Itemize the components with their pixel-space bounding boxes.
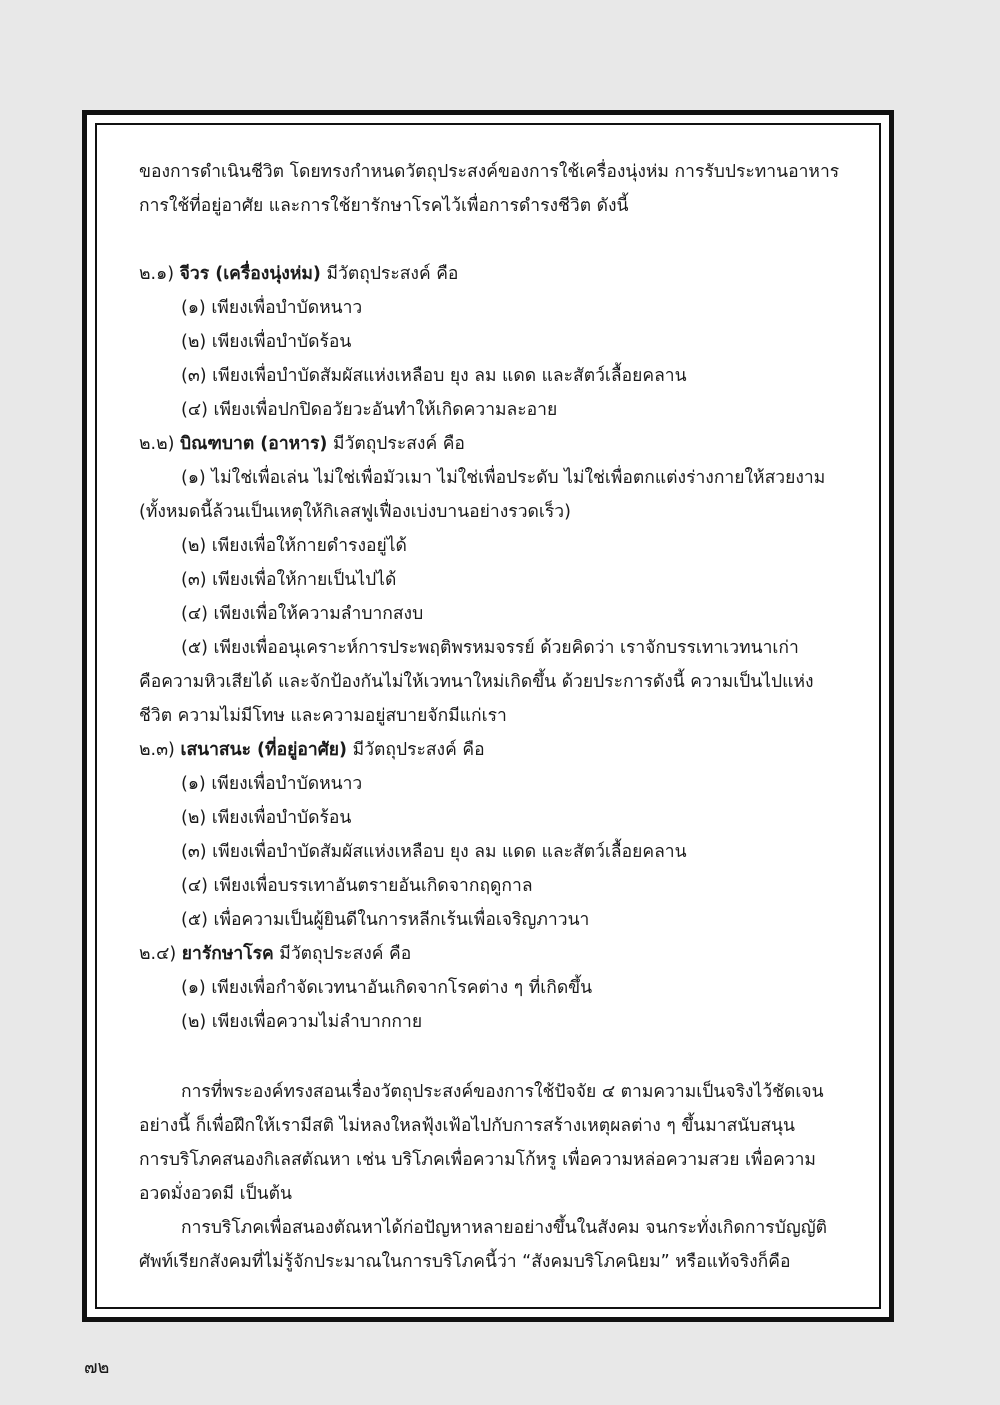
section-2-4-heading: [139, 937, 839, 971]
list-item: (๒) เพียงเพื่อความไม่ลำบากกาย: [181, 1012, 423, 1032]
list-item: (๑) ไม่ใช่เพื่อเล่น ไม่ใช่เพื่อมัวเมา ไม่ใช่เพื่อประดับ ไม่ใช่เพื่อตกแต่งร่างกายให้สวยงาม: [181, 468, 826, 488]
section-suffix: มีวัตถุประสงค์ คือ: [352, 740, 485, 760]
section-title: ยารักษาโรค: [181, 944, 274, 964]
paragraph-1-line-4: อวดมั่งอวดมี เป็นต้น: [139, 1184, 292, 1204]
page-content: [139, 155, 839, 1279]
list-item-continuation: คือความหิวเสียได้ และจักป้องกันไม่ให้เวทนาใหม่เกิดขึ้น ด้วยประการดังนี้ ความเป็นไปแห่ง: [139, 672, 814, 692]
intro-line-2: การใช้ที่อยู่อาศัย และการใช้ยารักษาโรคไว้เพื่อการดำรงชีวิต ดังนี้: [139, 196, 629, 216]
paragraph-1-line-3: การบริโภคสนองกิเลสตัณหา เช่น บริโภคเพื่อความโก้หรู เพื่อความหล่อความสวย เพื่อความ: [139, 1150, 816, 1170]
list-item: (๒) เพียงเพื่อให้กายดำรงอยู่ได้: [181, 536, 407, 556]
section-number: ๒.๒): [139, 434, 175, 454]
section-number: ๒.๔): [139, 944, 177, 964]
section-2-1-heading: [139, 257, 839, 291]
list-item: (๓) เพียงเพื่อให้กายเป็นไปได้: [181, 570, 397, 590]
intro-line-1: ของการดำเนินชีวิต โดยทรงกำหนดวัตถุประสงค์ของการใช้เครื่องนุ่งห่ม การรับประทานอาหาร: [139, 162, 840, 182]
list-item: (๕) เพียงเพื่ออนุเคราะห์การประพฤติพรหมจรรย์ ด้วยคิดว่า เราจักบรรเทาเวทนาเก่า: [181, 638, 799, 658]
list-item: (๔) เพียงเพื่อให้ความลำบากสงบ: [181, 604, 424, 624]
section-2-3-heading: [139, 733, 839, 767]
list-item: (๔) เพียงเพื่อบรรเทาอันตรายอันเกิดจากฤดูกาล: [181, 876, 533, 896]
section-number: ๒.๑): [139, 264, 175, 284]
section-title: บิณฑบาต (อาหาร): [180, 434, 328, 454]
section-suffix: มีวัตถุประสงค์ คือ: [332, 434, 465, 454]
spacer: [139, 223, 839, 257]
spacer: [139, 1039, 839, 1075]
paragraph-1-line-1: การที่พระองค์ทรงสอนเรื่องวัตถุประสงค์ของการใช้ปัจจัย ๔ ตามความเป็นจริงไว้ชัดเจน: [181, 1082, 824, 1102]
section-title: จีวร (เครื่องนุ่งห่ม): [179, 264, 321, 284]
list-item: (๒) เพียงเพื่อบำบัดร้อน: [181, 808, 352, 828]
list-item: (๑) เพียงเพื่อบำบัดหนาว: [181, 774, 363, 794]
list-item: (๓) เพียงเพื่อบำบัดสัมผัสแห่งเหลือบ ยุง ลม แดด และสัตว์เลื้อยคลาน: [181, 842, 687, 862]
list-item: (๕) เพื่อความเป็นผู้ยินดีในการหลีกเร้นเพื่อเจริญภาวนา: [181, 910, 590, 930]
page-number: ๗๒: [84, 1357, 110, 1378]
list-item-continuation: (ทั้งหมดนี้ล้วนเป็นเหตุให้กิเลสฟูเฟื่องเบ่งบานอย่างรวดเร็ว): [139, 502, 571, 522]
list-item: (๑) เพียงเพื่อกำจัดเวทนาอันเกิดจากโรคต่าง ๆ ที่เกิดขึ้น: [181, 978, 593, 998]
section-2-2-heading: [139, 427, 839, 461]
paragraph-1-line-2: อย่างนี้ ก็เพื่อฝึกให้เรามีสติ ไม่หลงใหลฟุ้งเฟ้อไปกับการสร้างเหตุผลต่าง ๆ ขึ้นมาสนับสนุน: [139, 1116, 795, 1136]
list-item: (๓) เพียงเพื่อบำบัดสัมผัสแห่งเหลือบ ยุง ลม แดด และสัตว์เลื้อยคลาน: [181, 366, 687, 386]
list-item: (๒) เพียงเพื่อบำบัดร้อน: [181, 332, 352, 352]
section-number: ๒.๓): [139, 740, 175, 760]
list-item: (๑) เพียงเพื่อบำบัดหนาว: [181, 298, 363, 318]
list-item-continuation: ชีวิต ความไม่มีโทษ และความอยู่สบายจักมีแก่เรา: [139, 706, 507, 726]
paragraph-2-line-1: การบริโภคเพื่อสนองตัณหาได้ก่อปัญหาหลายอย่างขึ้นในสังคม จนกระทั่งเกิดการบัญญัติ: [181, 1218, 828, 1238]
page-border-outer: [82, 110, 894, 1322]
section-suffix: มีวัตถุประสงค์ คือ: [279, 944, 412, 964]
section-title: เสนาสนะ (ที่อยู่อาศัย): [180, 740, 348, 760]
list-item: (๔) เพียงเพื่อปกปิดอวัยวะอันทำให้เกิดความละอาย: [181, 400, 558, 420]
paragraph-2-line-2: ศัพท์เรียกสังคมที่ไม่รู้จักประมาณในการบริโภคนี้ว่า “สังคมบริโภคนิยม” หรือแท้จริงก็คือ: [139, 1252, 791, 1272]
section-suffix: มีวัตถุประสงค์ คือ: [326, 264, 459, 284]
